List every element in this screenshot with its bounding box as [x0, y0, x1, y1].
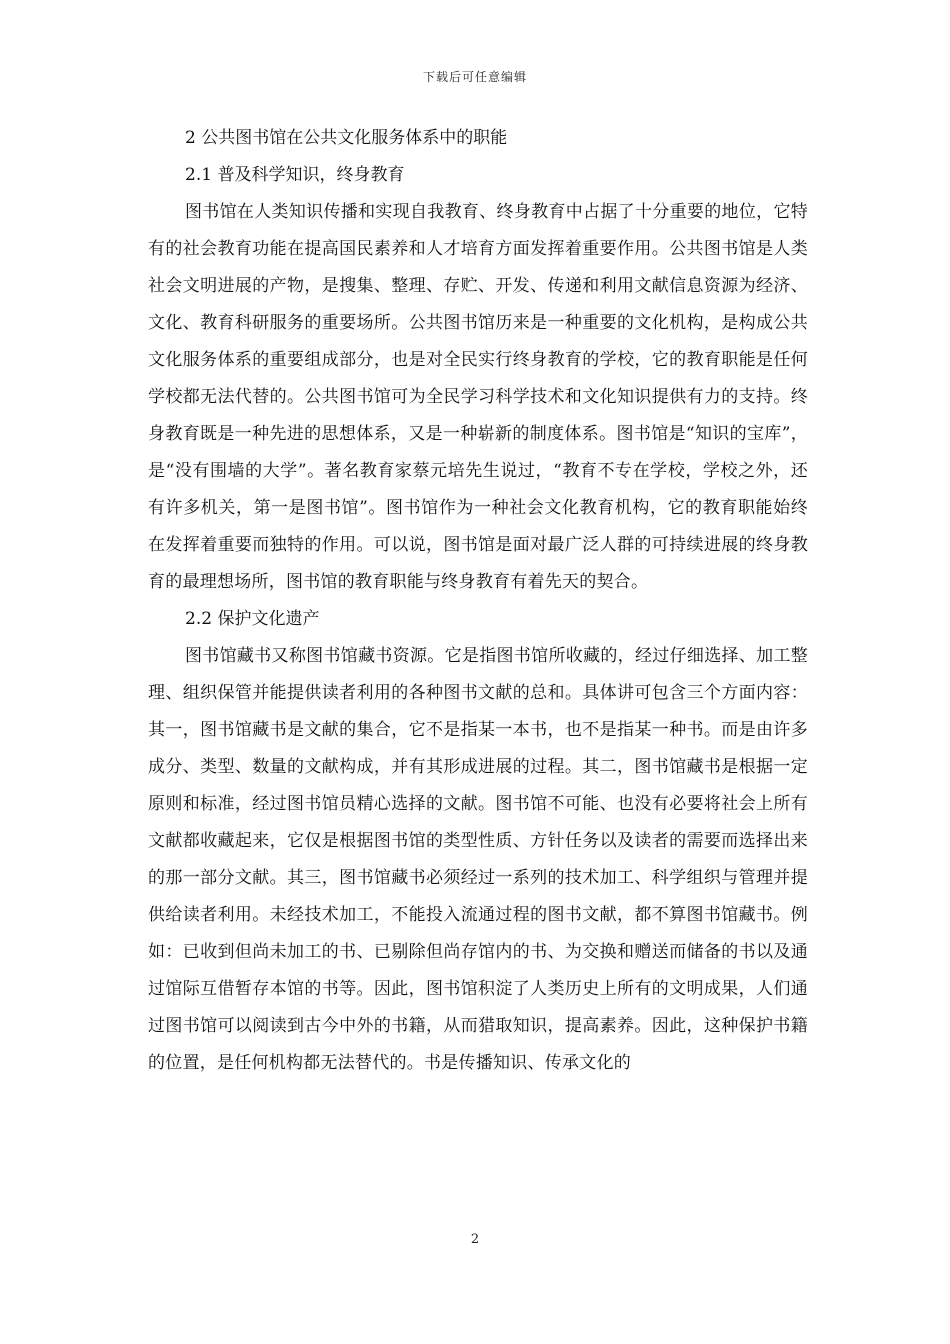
paragraph-cultural-heritage: 图书馆藏书又称图书馆藏书资源。它是指图书馆所收藏的，经过仔细选择、加工整理、组织保管并能提供读者利用的各种图书文献的总和。具体讲可包含三个方面内容：其一，图书馆藏书是文献的集合，它不是指某一本书，也不是指某一种书。而是由许多成分、类型、数量的文献构成，并有其形成进展的过程。其二，图书馆藏书是根据一定原则和标准，经过图书馆员精心选择的文献。图书馆不可能、也没有必要将社会上所有文献都收藏起来，它仅是根据图书馆的类型性质、方针任务以及读者的需要而选择出来的那一部分文献。其三，图书馆藏书必须经过一系列的技术加工、科学组织与管理并提供给读者利用。未经技术加工，不能投入流通过程的图书文献，都不算图书馆藏书。例如：已收到但尚未加工的书、已剔除但尚存馆内的书、为交换和赠送而储备的书以及通过馆际互借暂存本馆的书等。因此，图书馆积淀了人类历史上所有的文明成果，人们通过图书馆可以阅读到古今中外的书籍，从而猎取知识，提高素养。因此，这种保护书籍的位置，是任何机构都无法替代的。书是传播知识、传承文化的: [148, 646, 808, 1073]
paragraph-lifelong-education: 图书馆在人类知识传播和实现自我教育、终身教育中占据了十分重要的地位，它特有的社会教育功能在提高国民素养和人才培育方面发挥着重要作用。公共图书馆是人类社会文明进展的产物，是搜集、整理、存贮、开发、传递和利用文献信息资源为经济、文化、教育科研服务的重要场所。公共图书馆历来是一种重要的文化机构，是构成公共文化服务体系的重要组成部分，也是对全民实行终身教育的学校，它的教育职能是任何学校都无法代替的。公共图书馆可为全民学习科学技术和文化知识提供有力的支持。终身教育既是一种先进的思想体系，又是一种崭新的制度体系。图书馆是“知识的宝库”，是“没有围墙的大学”。著名教育家蔡元培先生说过，“教育不专在学校，学校之外，还有许多机关，第一是图书馆”。图书馆作为一种社会文化教育机构，它的教育职能始终在发挥着重要而独特的作用。可以说，图书馆是面对最广泛人群的可持续进展的终身教育的最理想场所，图书馆的教育职能与终身教育有着先天的契合。: [148, 202, 808, 592]
subsection-heading-2-1: 2.1 普及科学知识，终身教育: [185, 165, 405, 185]
document-body: [148, 120, 808, 1082]
page-header: 下载后可任意编辑: [422, 70, 527, 84]
subsection-heading-2-2: 2.2 保护文化遗产: [185, 609, 320, 629]
page-number: 2: [470, 1232, 480, 1247]
section-heading: 2 公共图书馆在公共文化服务体系中的职能: [185, 128, 508, 148]
